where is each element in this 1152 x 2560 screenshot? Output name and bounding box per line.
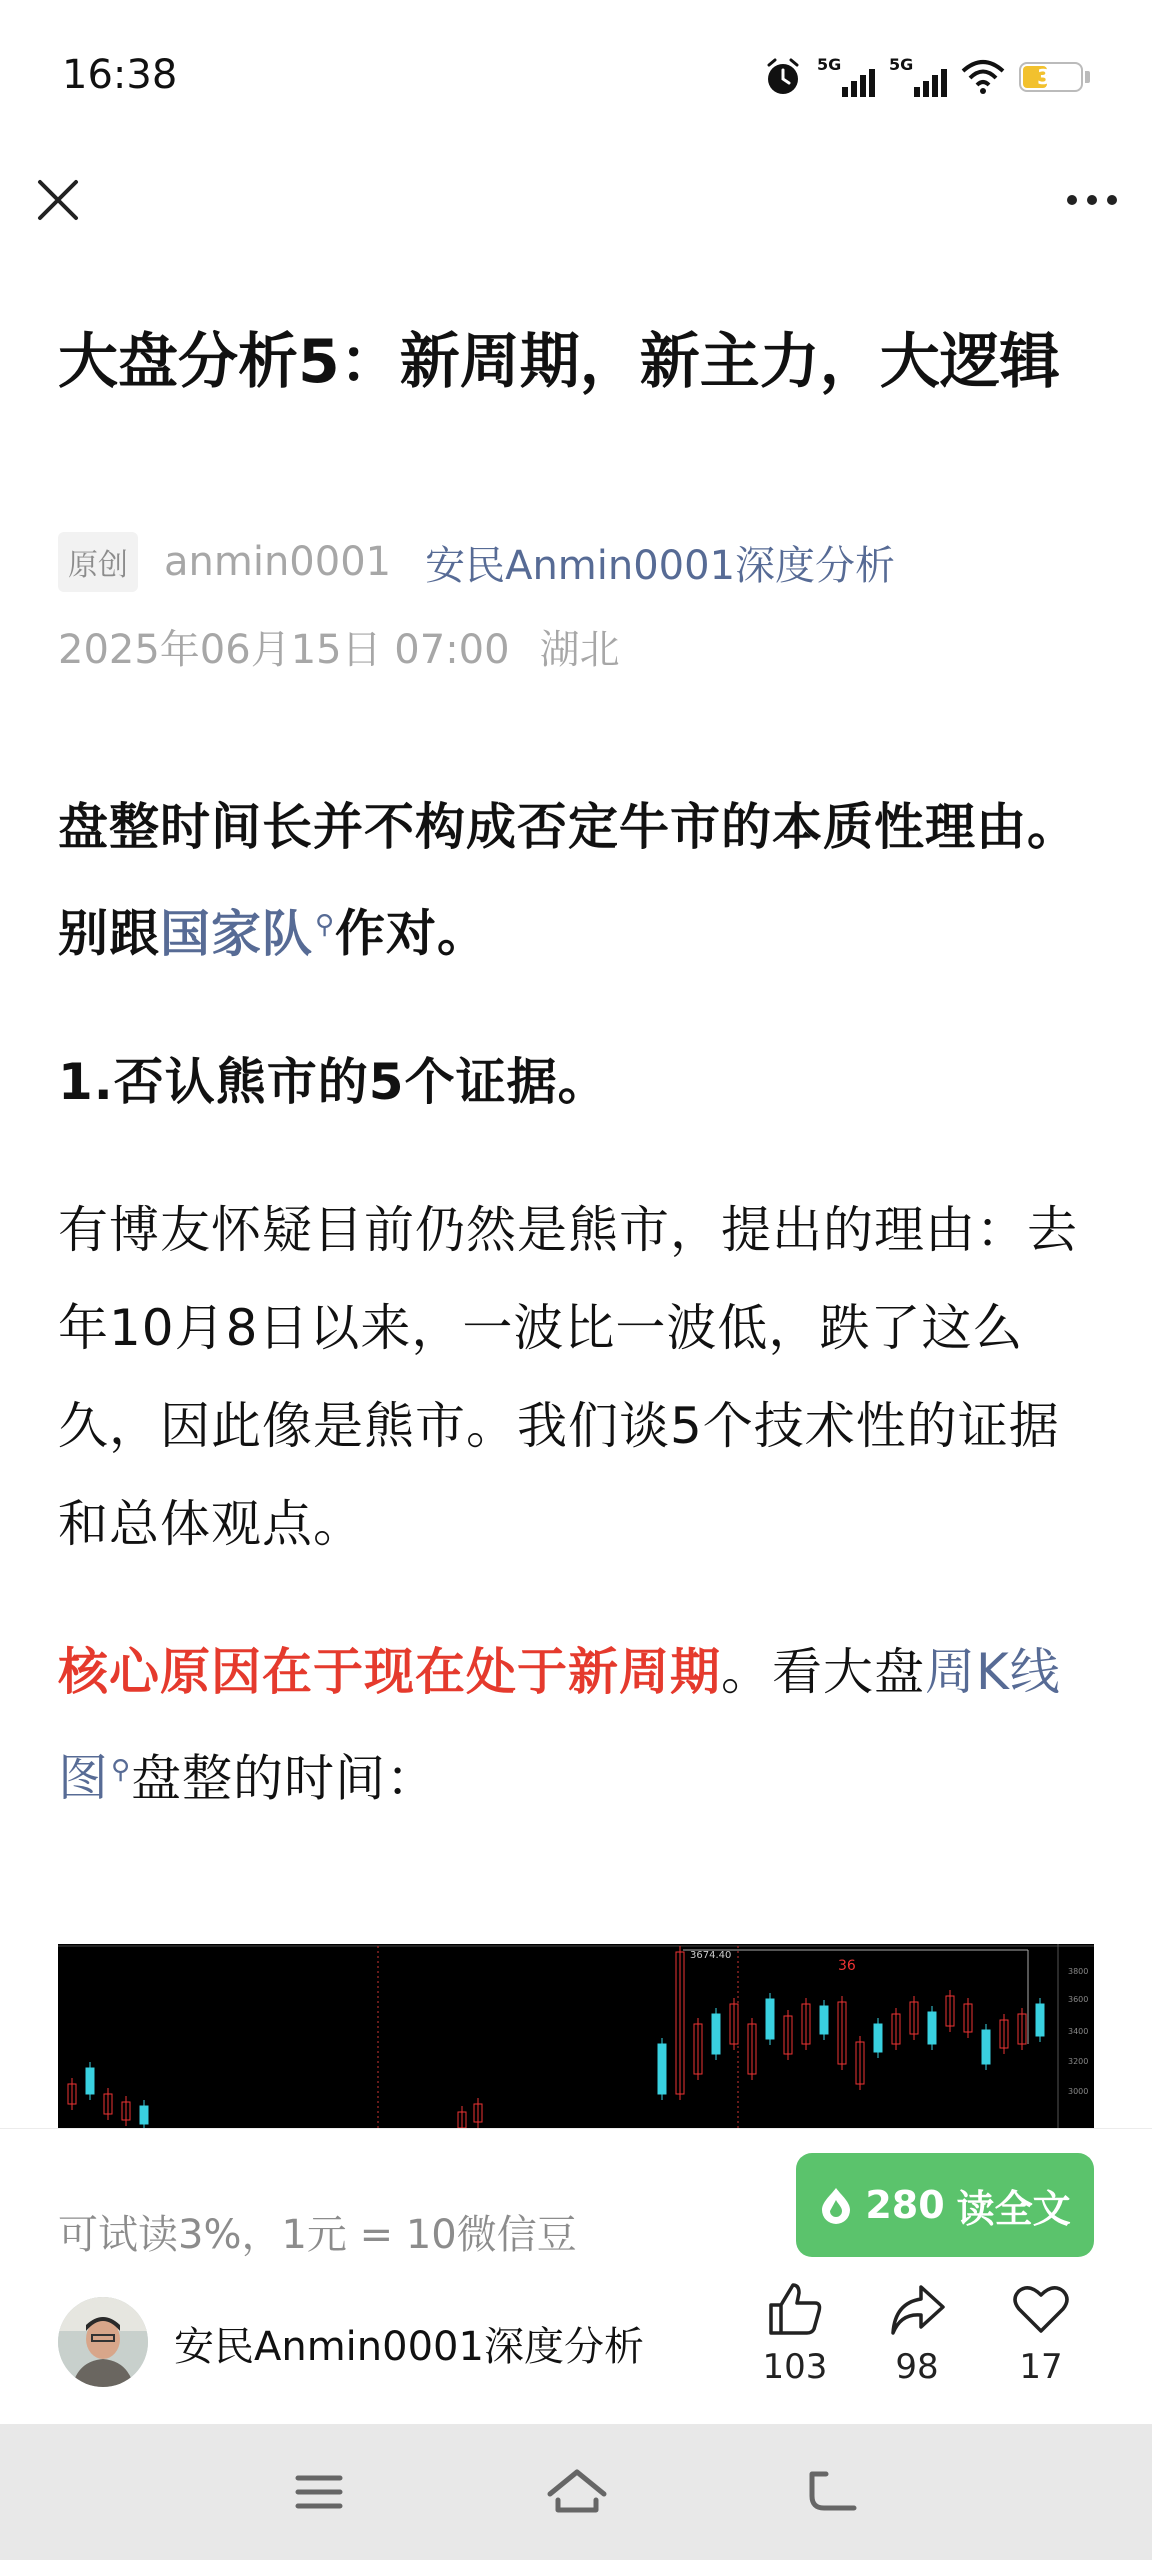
status-bar (0, 0, 1152, 150)
link-text: 国家队 (160, 904, 313, 963)
favorite-button[interactable] (986, 2279, 1096, 2387)
paragraph-text: 盘整的时间： (131, 1749, 438, 1808)
account-link[interactable]: 安民Anmin0001深度分析 (425, 542, 896, 589)
section-heading: 1.否认熊市的5个证据。 (58, 1052, 609, 1111)
avatar[interactable] (58, 2297, 148, 2387)
svg-text:3000: 3000 (1068, 2087, 1089, 2096)
like-button[interactable] (740, 2279, 850, 2387)
candle-body (928, 2012, 936, 2044)
signal-icon (817, 55, 875, 99)
status-icons (763, 52, 1090, 102)
coin-icon (819, 2186, 853, 2224)
signal-icon (889, 55, 947, 99)
paragraph-body: 有博友怀疑目前仍然是熊市，提出的理由：去年10月8日以来，一波比一波低，跌了这么久，因此像是熊市。我们谈5个技术性的证据和总体观点。 (58, 1200, 1078, 1553)
article-title: 大盘分析5：新周期，新主力，大逻辑 (58, 327, 1060, 397)
highlight-text: 核心原因在于现在处于新周期 (58, 1642, 721, 1701)
wifi-icon (961, 59, 1005, 95)
read-button-price: 280 (865, 2183, 945, 2227)
battery-level: 33 (1037, 65, 1065, 89)
more-icon[interactable] (1056, 170, 1128, 230)
home-icon[interactable] (542, 2460, 612, 2524)
article-body (58, 778, 1094, 1827)
candle-body (874, 2024, 882, 2052)
battery-icon (1019, 62, 1083, 92)
top-nav (0, 160, 1152, 250)
footer-account-name[interactable]: 安民Anmin0001深度分析 (174, 2324, 644, 2370)
svg-text:3800: 3800 (1068, 1967, 1089, 1976)
paragraph-text: 作对。 (335, 904, 489, 963)
publish-info (58, 618, 620, 675)
thumbs-up-icon (765, 2279, 825, 2339)
link-text: 周K线图 (58, 1642, 1061, 1808)
share-icon (887, 2279, 947, 2339)
candle-body (766, 1999, 774, 2039)
back-icon[interactable] (798, 2460, 868, 2524)
svg-text:3600: 3600 (1068, 1995, 1089, 2004)
close-icon[interactable] (28, 170, 88, 230)
search-link-national-team[interactable] (160, 905, 335, 963)
publish-date: 2025年06月15日 07:00 (58, 627, 510, 673)
candle-body (820, 2006, 828, 2034)
candle-body (86, 2068, 94, 2094)
article-meta (58, 532, 895, 592)
candle-body (982, 2030, 990, 2064)
author-id: anmin0001 (164, 539, 392, 585)
original-tag: 原创 (58, 532, 138, 592)
like-count: 103 (762, 2347, 828, 2387)
menu-icon[interactable] (284, 2460, 354, 2524)
candle-body (712, 2014, 720, 2054)
chart-high-label: 3674.40 (690, 1950, 732, 1961)
candle-body (140, 2106, 148, 2124)
chart-count-label: 36 (838, 1958, 856, 1974)
read-full-button[interactable] (796, 2153, 1094, 2257)
status-time: 16:38 (62, 52, 178, 98)
kline-chart-image (58, 1944, 1094, 2128)
alarm-icon (763, 57, 803, 97)
network-type: 5G (889, 55, 914, 74)
svg-text:3400: 3400 (1068, 2027, 1089, 2036)
paragraph-intro (58, 778, 1094, 983)
share-count: 98 (895, 2347, 939, 2387)
search-icon: ⚲ (315, 910, 336, 940)
favorite-count: 17 (1019, 2347, 1063, 2387)
candle-body (1036, 2004, 1044, 2036)
paragraph-text: 。看大盘 (721, 1642, 925, 1701)
share-button[interactable] (862, 2279, 972, 2387)
trial-read-text: 可试读3%，1元 = 10微信豆 (58, 2212, 577, 2258)
network-type: 5G (817, 55, 842, 74)
paragraph-text: 盘整时间长并不构成否定牛市的本质性理由。别跟 (58, 798, 1078, 963)
system-nav-bar (0, 2424, 1152, 2560)
heart-icon (1011, 2279, 1071, 2339)
search-icon: ⚲ (111, 1754, 132, 1785)
paywall-bar (0, 2128, 1152, 2429)
svg-text:3200: 3200 (1068, 2057, 1089, 2066)
publish-location: 湖北 (539, 627, 620, 673)
candle-body (658, 2044, 666, 2094)
read-button-label: 读全文 (956, 2186, 1071, 2231)
paragraph-core (58, 1623, 1094, 1828)
